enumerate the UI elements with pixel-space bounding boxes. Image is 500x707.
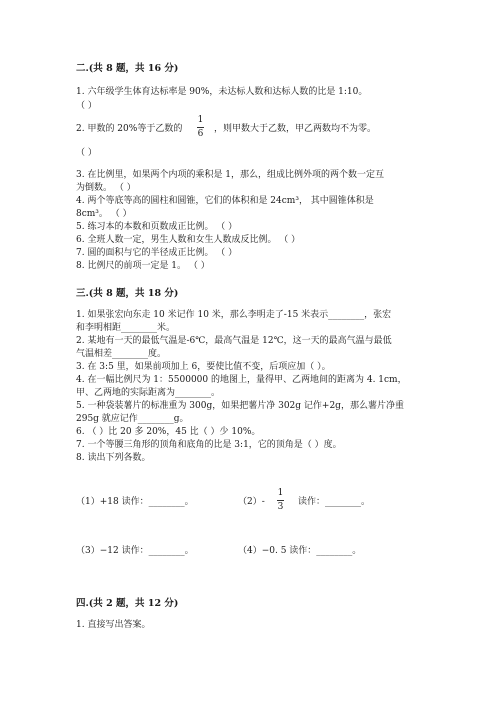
s2-q2-part2: ，则甲数大于乙数，甲乙两数均不为零。: [214, 124, 377, 134]
s3-q8: 8. 读出下列各数。: [76, 453, 151, 463]
fraction-bar: [277, 500, 284, 501]
s3-q2-line1: 2. 某地有一天的最低气温是-6℃，最高气温是 12℃，这一天的最高气温与最低: [76, 336, 392, 346]
section-title-4: 四.(共 2 题，共 12 分): [76, 598, 179, 609]
s3-q8-item4: （4）−0. 5 读作：________。: [238, 546, 362, 556]
s2-q6: 6. 全班人数一定，男生人数和女生人数成反比例。 （ ）: [76, 235, 301, 245]
s2-q5: 5. 练习本的本数和页数成正比例。 （ ）: [76, 222, 238, 232]
s2-q7: 7. 圆的面积与它的半径成正比例。 （ ）: [76, 248, 238, 258]
fraction-denominator: 3: [277, 502, 284, 512]
s2-q2-fraction: [197, 115, 204, 140]
s2-q1-answer-blank: （ ）: [76, 101, 97, 111]
s3-q4-line2: 甲、乙两地的实际距离为________。: [76, 388, 221, 398]
s3-q8-item3: （3）−12 读作：________。: [76, 546, 194, 556]
s3-q5-line1: 5. 一种袋装薯片的标准重为 300g，如果把薯片净 302g 记作+2g，那么薯片净重: [76, 401, 404, 411]
s3-q7: 7. 一个等腰三角形的顶角和底角的比是 3:1，它的顶角是（ ）度。: [76, 440, 342, 450]
s2-q8: 8. 比例尺的前项一定是 1。 （ ）: [76, 261, 210, 271]
s2-q1-line1: 1. 六年级学生体育达标率是 90%，未达标人数和达标人数的比是 1:10。: [76, 87, 368, 97]
s2-q4-line2: 8cm³。 （ ）: [76, 209, 132, 219]
s3-q8-item2-suffix: 读作：________。: [298, 497, 371, 507]
fraction-numerator: 1: [197, 115, 204, 125]
s3-q1-line2: 和李明相距________米。: [76, 323, 176, 333]
fraction-denominator: 6: [197, 129, 204, 139]
s3-q8-item2-prefix: （2）-: [238, 497, 265, 507]
s3-q3: 3. 在 3:5 里，如果前项加上 6，要使比值不变，后项应加（ ）。: [76, 362, 331, 372]
s3-q5-line2: 295g 就应记作________g。: [76, 414, 189, 424]
fraction-bar: [197, 127, 204, 128]
section-title-2: 二.(共 8 题，共 16 分): [76, 63, 179, 74]
s2-q3-line2: 为倒数。 （ ）: [76, 183, 136, 193]
fraction-numerator: 1: [277, 488, 284, 498]
section-title-3: 三.(共 8 题，共 18 分): [76, 288, 179, 299]
s2-q2-part1: 2. 甲数的 20%等于乙数的: [76, 124, 183, 134]
s3-q6: 6. （ ）比 20 多 20%，45 比（ ）少 10%。: [76, 427, 261, 437]
s3-q4-line1: 4. 在一幅比例尺为 1：5500000 的地图上，量得甲、乙两地间的距离为 4. 1cm，: [76, 375, 407, 385]
s4-q1: 1. 直接写出答案。: [76, 620, 151, 630]
s2-q3-line1: 3. 在比例里，如果两个内项的乘积是 1，那么，组成比例外项的两个数一定互: [76, 170, 385, 180]
s2-q4-line1: 4. 两个等底等高的圆柱和圆锥，它们的体积和是 24cm³， 其中圆锥体积是: [76, 196, 374, 206]
s3-q8-item2-fraction: [277, 488, 284, 513]
s3-q2-line2: 气温相差________度。: [76, 349, 167, 359]
s2-q2-answer-blank: （ ）: [76, 148, 97, 158]
s3-q8-item1: （1）+18 读作：________。: [76, 497, 194, 507]
s3-q1-line1: 1. 如果张宏向东走 10 米记作 10 米，那么李明走了-15 米表示________，张宏: [76, 310, 392, 320]
